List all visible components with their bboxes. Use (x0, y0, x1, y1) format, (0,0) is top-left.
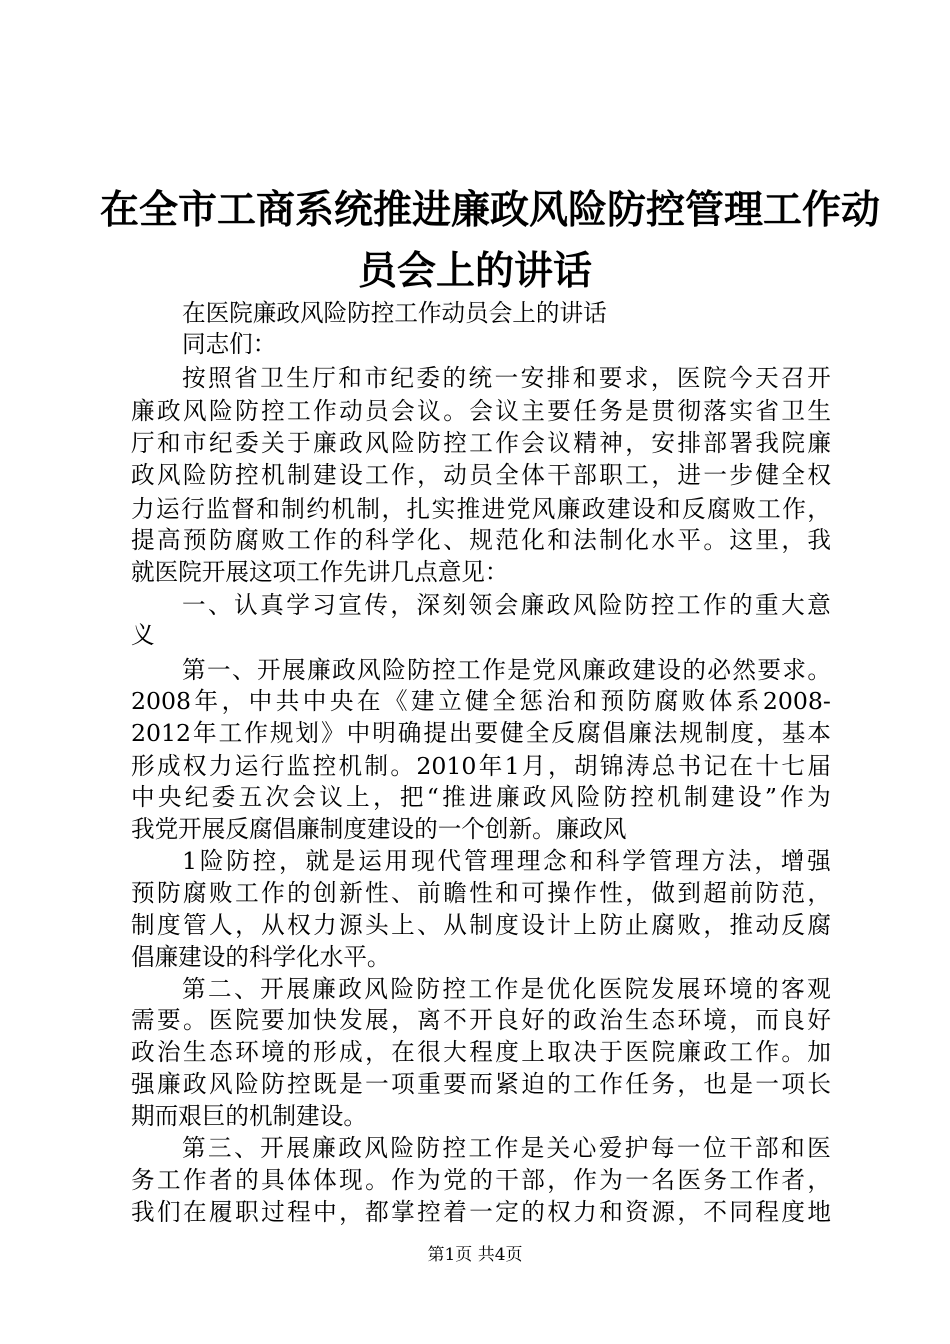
body-line: 政 治 生 态 环 境 的 形 成 ， 在 很 大 程 度 上 取 决 于 医 院 廉 政 工 作 。 加 (131, 1038, 831, 1066)
body-line: 我党开展反腐倡廉制度建设的一个创新。廉政风 (131, 815, 627, 843)
body-line: 同志们： (182, 330, 277, 358)
body-line: 2008 年 ， 中 共 中 央 在 《 建 立 健 全 惩 治 和 预 防 腐 败 体 系 2008- (131, 687, 831, 715)
body-line: 期而艰巨的机制建设。 (131, 1102, 367, 1130)
body-line: 务 工 作 者 的 具 体 体 现 。 作 为 党 的 干 部 ， 作 为 一 名 医 务 工 作 者 ， (131, 1166, 831, 1194)
body-line: 提 高 预 防 腐 败 工 作 的 科 学 化 、 规 范 化 和 法 制 化 水 平 。 这 里 ， 我 (131, 526, 831, 554)
document-title-line-2: 员会上的讲话 (357, 248, 592, 294)
body-line: 政 风 险 防 控 机 制 建 设 工 作 ， 动 员 全 体 干 部 职 工 ， 进 一 步 健 全 权 (131, 461, 831, 489)
body-line: 就医院开展这项工作先讲几点意见： (131, 558, 509, 586)
body-line: 需 要 。 医 院 要 加 快 发 展 ， 离 不 开 良 好 的 政 治 生 态 环 境 ， 而 良 好 (131, 1006, 831, 1034)
body-line: 按 照 省 卫 生 厅 和 市 纪 委 的 统 一 安 排 和 要 求 ， 医 院 今 天 召 开 (182, 364, 831, 392)
body-line: 我 们 在 履 职 过 程 中 ， 都 掌 控 着 一 定 的 权 力 和 资 源 ， 不 同 程 度 地 (131, 1198, 831, 1226)
body-line: 预 防 腐 败 工 作 的 创 新 性 、 前 瞻 性 和 可 操 作 性 ， 做 到 超 前 防 范 ， (131, 879, 831, 907)
page-footer: 第1页 共4页 (427, 1245, 523, 1265)
body-line: 一 、 认 真 学 习 宣 传 ， 深 刻 领 会 廉 政 风 险 防 控 工 作 的 重 大 意 (182, 591, 831, 619)
body-line: 第 二 、 开 展 廉 政 风 险 防 控 工 作 是 优 化 医 院 发 展 环 境 的 客 观 (182, 975, 831, 1003)
body-line: 义 (131, 621, 155, 649)
body-line: 第 三 、 开 展 廉 政 风 险 防 控 工 作 是 关 心 爱 护 每 一 位 干 部 和 医 (182, 1134, 831, 1162)
body-line: 力 运 行 监 督 和 制 约 机 制 ， 扎 实 推 进 党 风 廉 政 建 设 和 反 腐 败 工 作 ， (131, 495, 831, 523)
document-title-line-1: 在全市工商系统推进廉政风险防控管理工作动 (100, 187, 881, 233)
body-line: 制 度 管 人 ， 从 权 力 源 头 上 、 从 制 度 设 计 上 防 止 腐 败 ， 推 动 反 腐 (131, 911, 831, 939)
body-line: 倡廉建设的科学化水平。 (131, 943, 391, 971)
body-line: 第 一 、 开 展 廉 政 风 险 防 控 工 作 是 党 风 廉 政 建 设 的 必 然 要 求 。 (182, 656, 831, 684)
body-line: 2012 年 工 作 规 划 》 中 明 确 提 出 要 健 全 反 腐 倡 廉 法 规 制 度 ， 基 本 (131, 719, 831, 747)
body-line: 形 成 权 力 运 行 监 控 机 制 。 2010 年 1 月 ， 胡 锦 涛 总 书 记 在 十 七 届 (131, 752, 831, 780)
body-line: 强 廉 政 风 险 防 控 既 是 一 项 重 要 而 紧 迫 的 工 作 任 务 ， 也 是 一 项 长 (131, 1070, 831, 1098)
body-line: 廉 政 风 险 防 控 工 作 动 员 会 议 。 会 议 主 要 任 务 是 贯 彻 落 实 省 卫 生 (131, 397, 831, 425)
body-line: 1 险 防 控 ， 就 是 运 用 现 代 管 理 理 念 和 科 学 管 理 方 法 ， 增 强 (182, 847, 831, 875)
body-line: 中 央 纪 委 五 次 会 议 上 ， 把 “ 推 进 廉 政 风 险 防 控 机 制 建 设 ” 作 为 (131, 783, 831, 811)
body-line: 在医院廉政风险防控工作动员会上的讲话 (182, 299, 607, 327)
body-line: 厅 和 市 纪 委 关 于 廉 政 风 险 防 控 工 作 会 议 精 神 ， 安 排 部 署 我 院 廉 (131, 429, 831, 457)
